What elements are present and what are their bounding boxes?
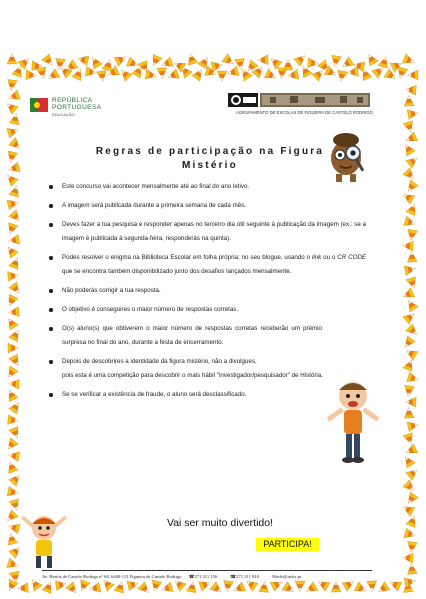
candy-corn-icon — [88, 55, 102, 69]
candy-corn-icon — [401, 288, 415, 302]
candy-corn-icon — [77, 580, 90, 593]
candy-corn-icon — [308, 58, 319, 69]
footer-address: Av. Heróis de Castelo Rodrigo nº 60, 6440-113 Figueira de Castelo Rodrigo — [42, 574, 182, 579]
candy-corn-icon — [4, 510, 18, 524]
castle-banner-icon — [260, 93, 370, 107]
candy-corn-icon — [318, 60, 332, 74]
footer-fax: ☎271 311 810 — [230, 574, 259, 579]
candy-corn-icon — [4, 316, 18, 330]
candy-corn-icon — [118, 67, 132, 81]
candy-corn-icon — [403, 358, 416, 372]
candy-corn-icon — [9, 354, 23, 368]
footer-divider — [42, 570, 372, 571]
candy-corn-icon — [402, 54, 415, 67]
candy-corn-icon — [353, 60, 365, 72]
kid-mascot-icon — [320, 378, 386, 464]
candy-corn-icon — [160, 582, 173, 595]
candy-corn-icon — [7, 90, 20, 103]
bullet-icon — [49, 289, 53, 293]
candy-corn-icon — [211, 60, 223, 72]
candy-corn-icon — [96, 70, 108, 82]
candy-corn-icon — [404, 444, 418, 458]
candy-corn-icon — [9, 472, 23, 486]
footer — [42, 574, 382, 580]
candy-corn-icon — [157, 68, 168, 79]
candy-corn-icon — [403, 407, 414, 418]
candy-corn-icon — [178, 64, 192, 78]
candy-corn-icon — [238, 67, 252, 81]
candy-corn-icon — [77, 54, 89, 66]
candy-corn-icon — [406, 277, 419, 290]
portugal-flag-icon — [30, 96, 48, 114]
bullet-icon — [49, 393, 53, 397]
candy-corn-icon — [150, 580, 162, 593]
bullet-icon — [49, 185, 53, 189]
candy-corn-icon — [282, 582, 296, 596]
candy-corn-icon — [404, 216, 417, 229]
candy-corn-icon — [268, 55, 282, 69]
candy-corn-icon — [378, 55, 391, 68]
candy-corn-icon — [405, 85, 416, 96]
candy-corn-icon — [407, 108, 419, 120]
candy-corn-icon — [283, 59, 293, 70]
candy-corn-icon — [9, 210, 23, 224]
candy-corn-icon — [9, 571, 21, 583]
candy-corn-icon — [235, 58, 246, 70]
candy-corn-icon — [42, 580, 55, 594]
bullet-icon — [49, 360, 53, 364]
candy-corn-icon — [7, 54, 17, 65]
list-item: Este concurso vai acontecer mensalmente até ao final do ano letivo. — [62, 180, 366, 194]
candy-corn-icon — [406, 541, 417, 553]
candy-corn-icon — [226, 66, 239, 79]
republica-portuguesa-logo — [30, 96, 140, 122]
candy-corn-icon — [42, 54, 56, 68]
candy-corn-icon — [372, 64, 386, 78]
candy-corn-icon — [5, 294, 19, 308]
candy-corn-icon — [364, 52, 378, 66]
list-item: O(s) aluno(s) que obtiverem o maior número de respostas corretas receberão um prémio surpresa no final do ano, durante a festa de encerramento. — [62, 322, 366, 350]
candy-corn-icon — [259, 581, 270, 592]
candy-corn-icon — [299, 64, 313, 78]
bullet-icon — [49, 256, 53, 260]
candy-corn-icon — [401, 190, 415, 204]
school-emblem-icon — [228, 93, 258, 107]
candy-corn-icon — [340, 57, 354, 71]
candy-corn-icon — [6, 151, 18, 164]
candy-corn-icon — [222, 580, 233, 592]
title-line-2: Mistério — [182, 160, 238, 171]
candy-corn-icon — [401, 502, 415, 516]
candy-corn-icon — [404, 132, 418, 145]
candy-corn-icon — [5, 460, 18, 473]
candy-corn-icon — [4, 366, 18, 380]
candy-corn-icon — [367, 581, 378, 592]
candy-corn-icon — [304, 582, 318, 596]
candy-corn-icon — [66, 582, 80, 596]
candy-corn-icon — [9, 282, 23, 296]
school-logo — [228, 93, 376, 119]
candy-corn-icon — [312, 67, 326, 81]
candy-corn-icon — [295, 581, 305, 592]
candy-corn-icon — [4, 100, 18, 114]
candy-corn-icon — [402, 581, 413, 593]
candy-corn-icon — [12, 64, 25, 77]
list-item: Depois de descobrires a identidade da figura mistério, não a divulgues, — [62, 355, 366, 369]
candy-corn-icon — [46, 69, 60, 83]
candy-corn-icon — [89, 582, 101, 594]
candy-corn-icon — [407, 70, 418, 80]
candy-corn-icon — [354, 582, 368, 596]
candy-corn-icon — [404, 264, 416, 276]
bullet-icon — [49, 223, 53, 227]
candy-corn-icon — [7, 486, 19, 498]
candy-corn-icon — [9, 400, 23, 414]
participa-highlight: PARTICIPA! — [256, 538, 319, 551]
rules-list — [62, 180, 366, 407]
candy-corn-icon — [403, 168, 417, 182]
left-logo-name: REPÚBLICA PORTUGUESA — [52, 97, 102, 111]
candy-corn-icon — [17, 583, 28, 594]
candy-corn-icon — [294, 52, 308, 66]
candy-corn-icon — [205, 66, 218, 79]
candy-corn-icon — [404, 346, 418, 360]
candy-corn-icon — [8, 234, 20, 246]
bullet-icon — [49, 308, 53, 312]
candy-corn-icon — [347, 67, 358, 78]
candy-corn-icon — [32, 61, 43, 72]
jumping-kid-icon — [18, 506, 70, 570]
candy-corn-icon — [85, 66, 97, 77]
candy-corn-icon — [402, 553, 413, 563]
candy-corn-icon — [407, 420, 419, 432]
title-line-1: Regras de participação na Figura — [95, 146, 325, 157]
candy-corn-icon — [138, 60, 151, 74]
candy-corn-icon — [6, 532, 18, 545]
candy-corn-icon — [185, 52, 197, 65]
candy-corn-icon — [114, 53, 128, 67]
candy-corn-icon — [404, 180, 418, 194]
candy-corn-icon — [5, 223, 18, 236]
candy-corn-icon — [402, 241, 413, 252]
candy-corn-icon — [403, 480, 417, 494]
bullet-icon — [49, 204, 53, 208]
candy-corn-icon — [160, 57, 173, 70]
candy-corn-icon — [404, 528, 417, 540]
candy-corn-icon — [138, 582, 152, 596]
list-item: Podes resolver o enigma na Biblioteca Escolar em folha própria; no seu blogue, usando o link ou o CR CODE que se encontra também disponibilizado junto dos desafios lançados mensalmente. — [62, 251, 366, 279]
candy-corn-icon — [403, 385, 415, 397]
candy-corn-icon — [406, 563, 417, 574]
candy-corn-icon — [407, 251, 418, 262]
candy-corn-icon — [198, 55, 212, 69]
candy-corn-icon — [276, 67, 287, 78]
candy-corn-icon — [359, 67, 372, 81]
candy-corn-icon — [9, 328, 23, 342]
candy-corn-icon — [192, 67, 206, 81]
candy-corn-icon — [404, 576, 416, 588]
candy-corn-icon — [244, 60, 258, 74]
footer-email: ✉info@aefcr.pt — [272, 574, 302, 579]
candy-corn-icon — [8, 307, 19, 318]
list-item-continuation: pois esta é uma competição para descobrir o mais hábil "investigador/pesquisador" de História. — [62, 372, 323, 379]
candy-corn-icon — [257, 55, 268, 66]
candy-corn-icon — [401, 336, 415, 350]
candy-corn-icon — [9, 113, 21, 125]
candy-corn-icon — [127, 57, 140, 70]
candy-corn-icon — [72, 67, 86, 81]
candy-corn-icon — [8, 379, 19, 390]
candy-corn-icon — [395, 67, 408, 80]
candy-corn-icon — [406, 154, 420, 168]
candy-corn-icon — [376, 582, 390, 596]
candy-corn-icon — [8, 343, 19, 353]
candy-corn-icon — [401, 142, 415, 156]
candy-corn-icon — [5, 579, 19, 593]
candy-corn-icon — [114, 580, 127, 593]
candy-corn-icon — [4, 244, 18, 258]
candy-corn-icon — [7, 162, 20, 174]
candy-corn-icon — [28, 577, 42, 591]
candy-corn-icon — [54, 58, 65, 70]
candy-corn-icon — [149, 54, 162, 68]
candy-corn-icon — [406, 466, 420, 480]
right-logo-sub: AGRUPAMENTO DE ESCOLAS DE FIGUEIRA DE CASTELO RODRIGO — [236, 110, 373, 115]
candy-corn-icon — [145, 69, 157, 81]
bullet-icon — [49, 327, 53, 331]
link-word: link — [311, 254, 322, 261]
candy-corn-icon — [7, 125, 20, 138]
candy-corn-icon — [4, 438, 18, 452]
cr-code-word: CR CODE — [337, 254, 366, 261]
candy-corn-icon — [384, 69, 398, 83]
candy-corn-icon — [232, 582, 246, 595]
candy-corn-icon — [330, 55, 342, 67]
candy-corn-icon — [324, 66, 338, 80]
candy-corn-icon — [404, 95, 415, 106]
closing-text: Vai ser muito divertido! — [166, 517, 273, 529]
left-logo-sub: EDUCAÇÃO — [52, 112, 75, 117]
candy-corn-icon — [403, 310, 417, 324]
candy-corn-icon — [403, 433, 416, 446]
candy-corn-icon — [390, 59, 404, 73]
candy-corn-icon — [8, 450, 20, 462]
candy-corn-icon — [186, 581, 198, 593]
candy-corn-icon — [264, 69, 278, 82]
candy-corn-icon — [406, 324, 420, 338]
footer-phone: ☎271 311 156 — [188, 574, 218, 579]
candy-corn-icon — [127, 579, 140, 591]
candy-corn-icon — [406, 514, 419, 527]
list-item: O objetivo é conseguires o maior número de respostas corretas. — [62, 303, 366, 317]
candy-corn-icon — [9, 426, 22, 440]
candy-corn-icon — [4, 172, 18, 186]
list-item: Se se verificar a existência de fraude, o aluno será desclassificado. — [62, 388, 366, 402]
candy-corn-icon — [407, 372, 420, 385]
candy-corn-icon — [172, 59, 186, 73]
page-title — [60, 145, 360, 173]
candy-corn-icon — [336, 70, 348, 82]
candy-corn-icon — [36, 67, 48, 80]
candy-corn-icon — [106, 66, 120, 80]
list-item: A imagem será publicada durante a primeira semana de cada mês. — [62, 199, 366, 213]
candy-corn-icon — [58, 64, 72, 78]
candy-corn-icon — [132, 64, 146, 78]
candy-corn-icon — [7, 415, 18, 426]
candy-corn-icon — [7, 198, 19, 210]
candy-corn-icon — [9, 138, 23, 152]
candy-corn-icon — [210, 582, 224, 596]
candy-corn-icon — [403, 121, 416, 134]
candy-corn-icon — [64, 60, 78, 74]
candy-corn-icon — [222, 54, 236, 68]
candy-corn-icon — [7, 270, 18, 281]
candy-corn-icon — [166, 69, 179, 82]
candy-corn-icon — [406, 229, 418, 241]
list-item: Deves fazer a tua pesquisa e responder apenas no terceiro dia útil seguinte à publicação da imagem (ex.: se a imagem é publicada à segunda-feira, responderás na quinta). — [62, 218, 366, 246]
candy-corn-icon — [331, 581, 341, 592]
candy-corn-icon — [6, 79, 17, 91]
candy-corn-icon — [217, 71, 227, 82]
candy-corn-icon — [252, 64, 266, 78]
candy-corn-icon — [405, 397, 416, 407]
candy-corn-icon — [404, 298, 418, 312]
candy-corn-icon — [5, 388, 19, 402]
candy-corn-icon — [26, 70, 37, 81]
candy-corn-icon — [406, 202, 419, 216]
candy-corn-icon — [287, 69, 299, 81]
detective-mascot-icon — [322, 128, 372, 184]
candy-corn-icon — [9, 184, 22, 197]
list-item: Não poderás corrigir a tua resposta. — [62, 284, 366, 298]
candy-corn-icon — [404, 492, 418, 506]
candy-corn-icon — [401, 454, 415, 468]
candy-corn-icon — [102, 58, 115, 71]
candy-corn-icon — [55, 579, 67, 590]
candy-corn-icon — [9, 256, 22, 270]
candy-corn-icon — [388, 578, 402, 591]
candy-corn-icon — [199, 578, 212, 591]
candy-corn-icon — [18, 55, 32, 69]
